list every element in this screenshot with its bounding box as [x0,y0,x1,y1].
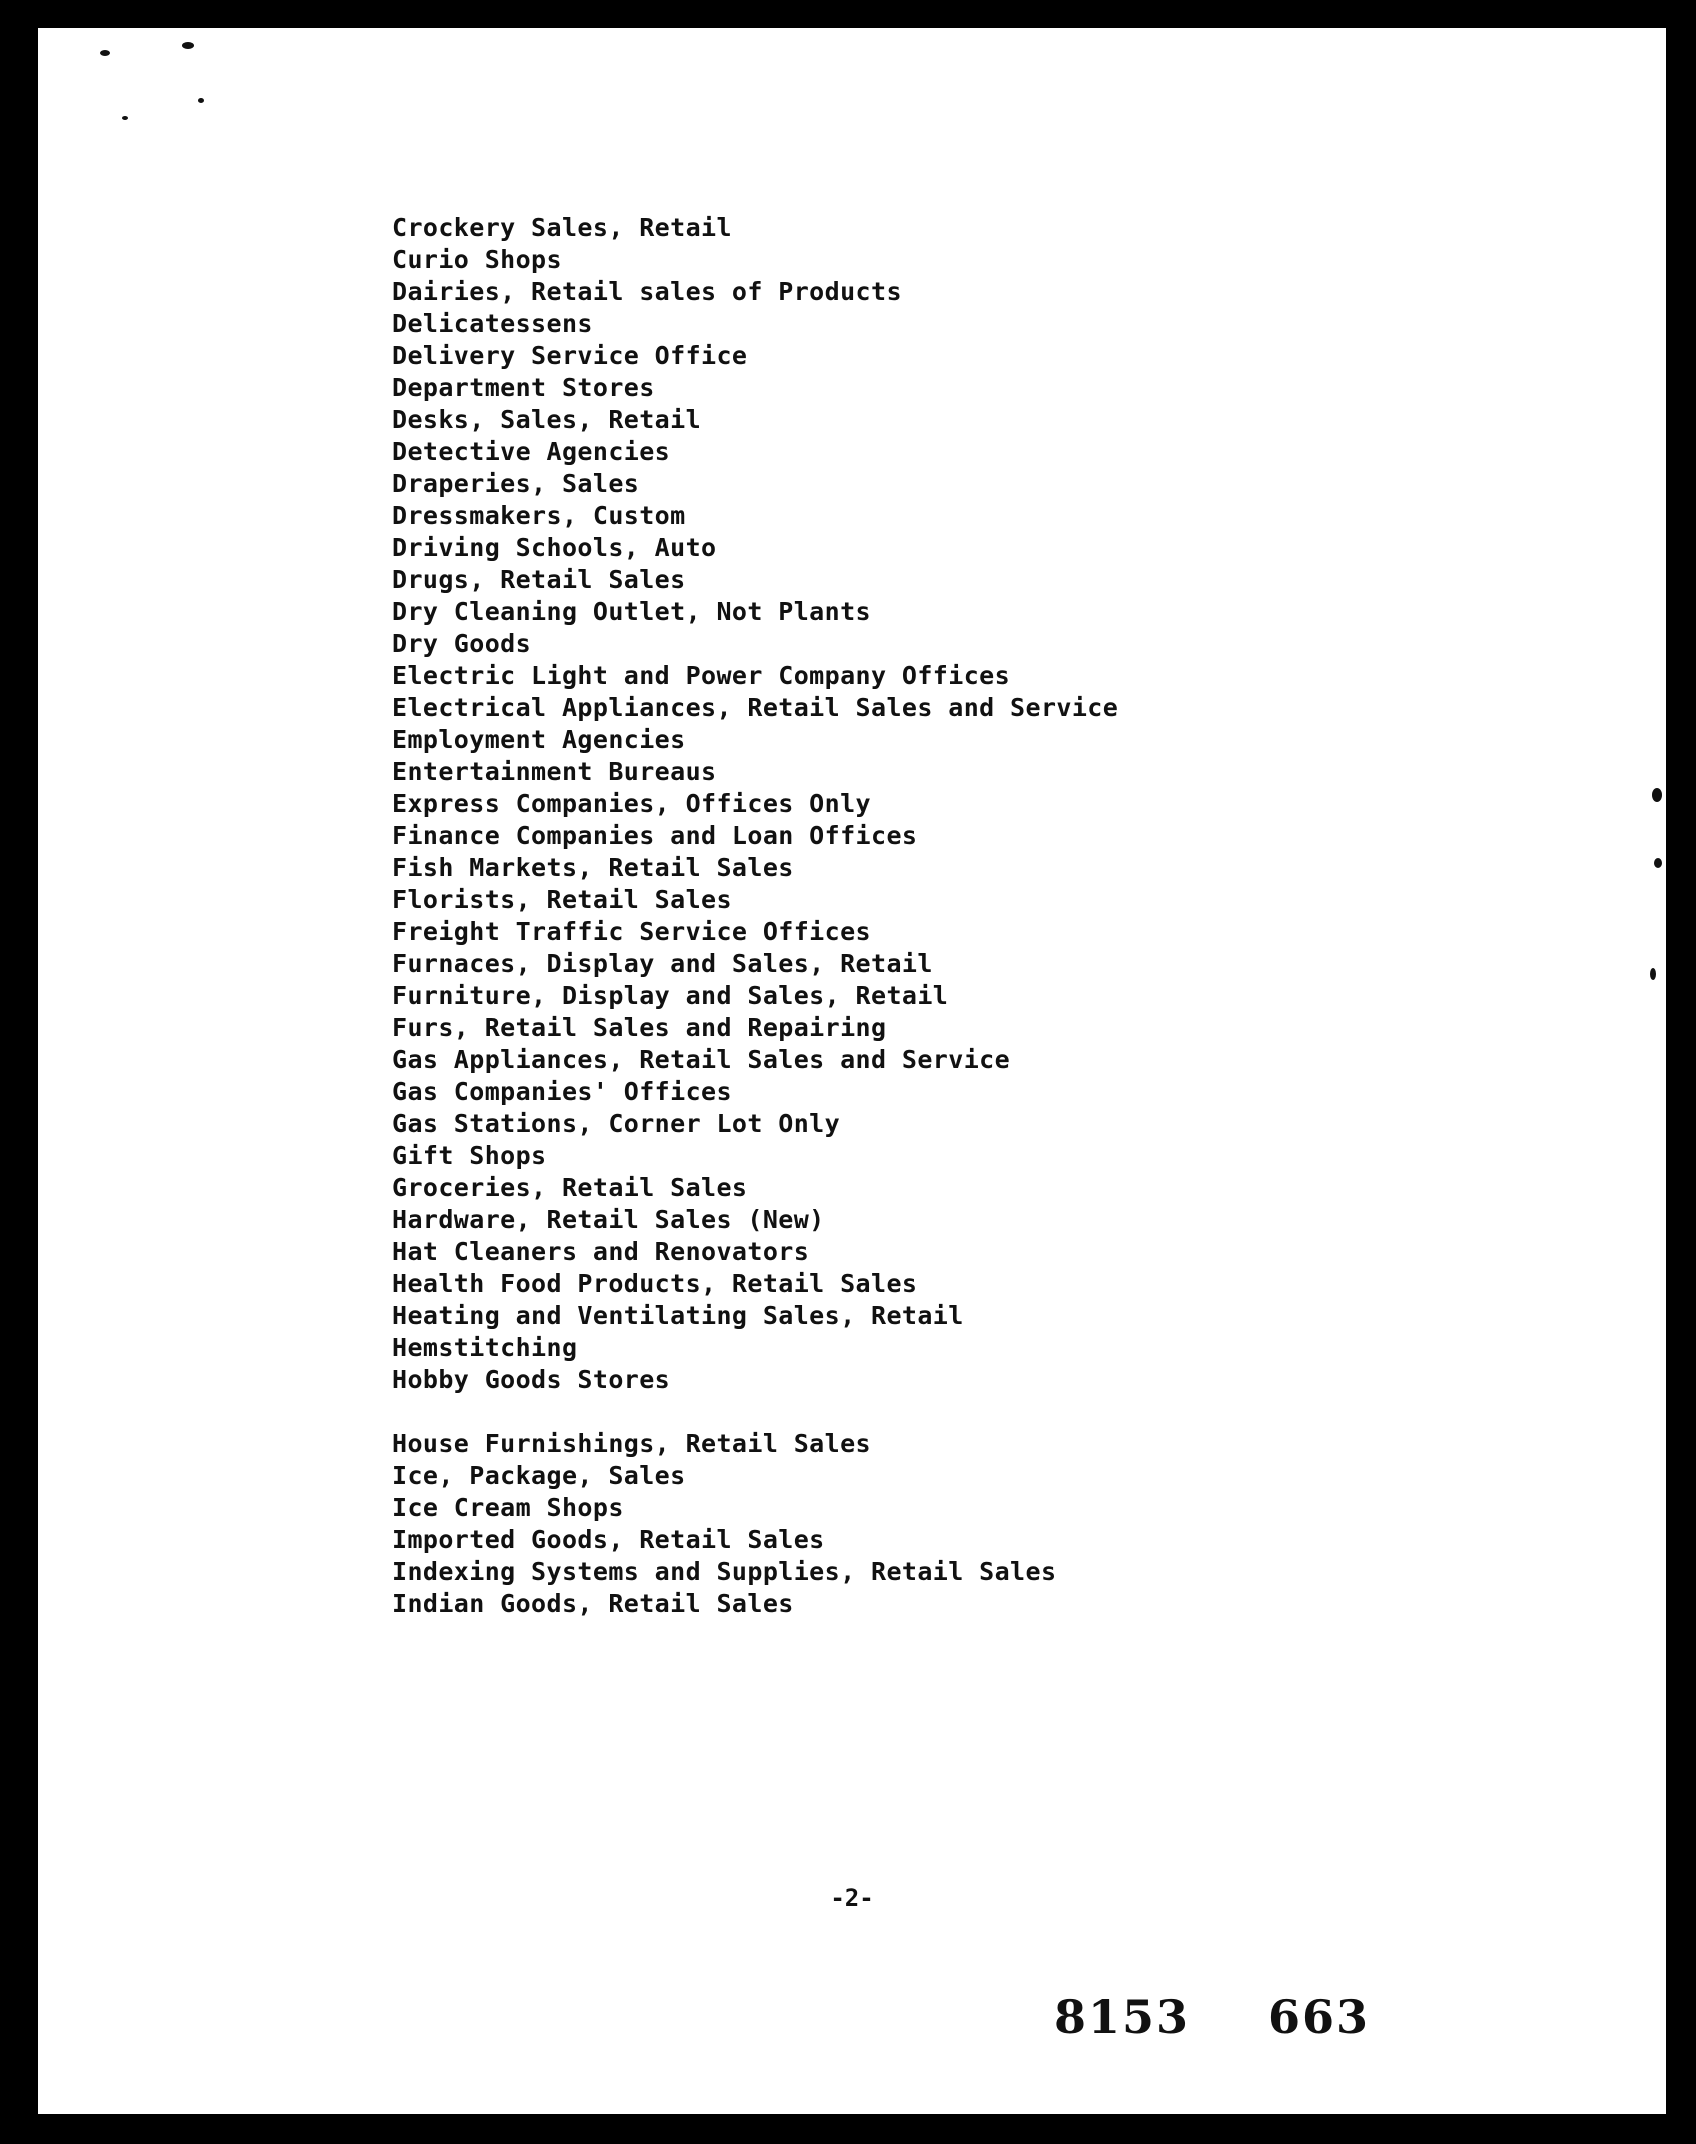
list-item: Hat Cleaners and Renovators [392,1237,810,1266]
list-item: Desks, Sales, Retail [392,405,702,434]
list-item: Dairies, Retail sales of Products [392,277,902,306]
list-item: Express Companies, Offices Only [392,789,871,818]
list-item: Electrical Appliances, Retail Sales and Service [392,693,1119,722]
list-item: Draperies, Sales [392,469,640,498]
list-item: Gas Stations, Corner Lot Only [392,1109,841,1138]
list-item: Dressmakers, Custom [392,501,686,530]
list-item: Driving Schools, Auto [392,533,717,562]
list-item: Hardware, Retail Sales (New) [392,1205,825,1234]
scan-speck [1654,858,1662,868]
list-item: Groceries, Retail Sales [392,1173,748,1202]
document-id-part: 663 [1268,1990,1371,2044]
list-item: Florists, Retail Sales [392,885,732,914]
document-id-part: 8153 [1054,1990,1191,2044]
document-id [1054,1990,1370,2044]
list-item: Furnaces, Display and Sales, Retail [392,949,933,978]
page-number: -2- [830,1884,874,1912]
list-item: Delicatessens [392,309,593,338]
list-spacer [392,1396,1118,1428]
list-item: Gift Shops [392,1141,547,1170]
list-item: Crockery Sales, Retail [392,213,732,242]
list-item: Gas Appliances, Retail Sales and Service [392,1045,1011,1074]
list-item: Indian Goods, Retail Sales [392,1589,794,1618]
list-item: Indexing Systems and Supplies, Retail Sales [392,1557,1057,1586]
list-item: Ice Cream Shops [392,1493,624,1522]
scan-speck [122,116,128,120]
list-item: Department Stores [392,373,655,402]
list-item: Hobby Goods Stores [392,1365,671,1394]
list-item: Freight Traffic Service Offices [392,917,871,946]
business-list [392,212,1118,1620]
list-item: Drugs, Retail Sales [392,565,686,594]
list-item: Finance Companies and Loan Offices [392,821,918,850]
list-item: Health Food Products, Retail Sales [392,1269,918,1298]
document-page [38,28,1666,2114]
list-item: Detective Agencies [392,437,671,466]
list-item: House Furnishings, Retail Sales [392,1429,871,1458]
list-item: Furs, Retail Sales and Repairing [392,1013,887,1042]
scan-speck [1650,968,1656,980]
scan-speck [100,50,110,56]
list-item: Entertainment Bureaus [392,757,717,786]
list-item: Gas Companies' Offices [392,1077,732,1106]
list-item: Heating and Ventilating Sales, Retail [392,1301,964,1330]
list-item: Fish Markets, Retail Sales [392,853,794,882]
scan-speck [1652,788,1662,802]
list-item: Imported Goods, Retail Sales [392,1525,825,1554]
list-item: Dry Goods [392,629,532,658]
list-item: Hemstitching [392,1333,578,1362]
scan-speck [198,98,204,103]
scan-speck [182,42,194,49]
list-item: Dry Cleaning Outlet, Not Plants [392,597,871,626]
list-item: Delivery Service Office [392,341,748,370]
list-item: Curio Shops [392,245,562,274]
list-item: Employment Agencies [392,725,686,754]
list-item: Electric Light and Power Company Offices [392,661,1011,690]
list-item: Furniture, Display and Sales, Retail [392,981,949,1010]
list-item: Ice, Package, Sales [392,1461,686,1490]
